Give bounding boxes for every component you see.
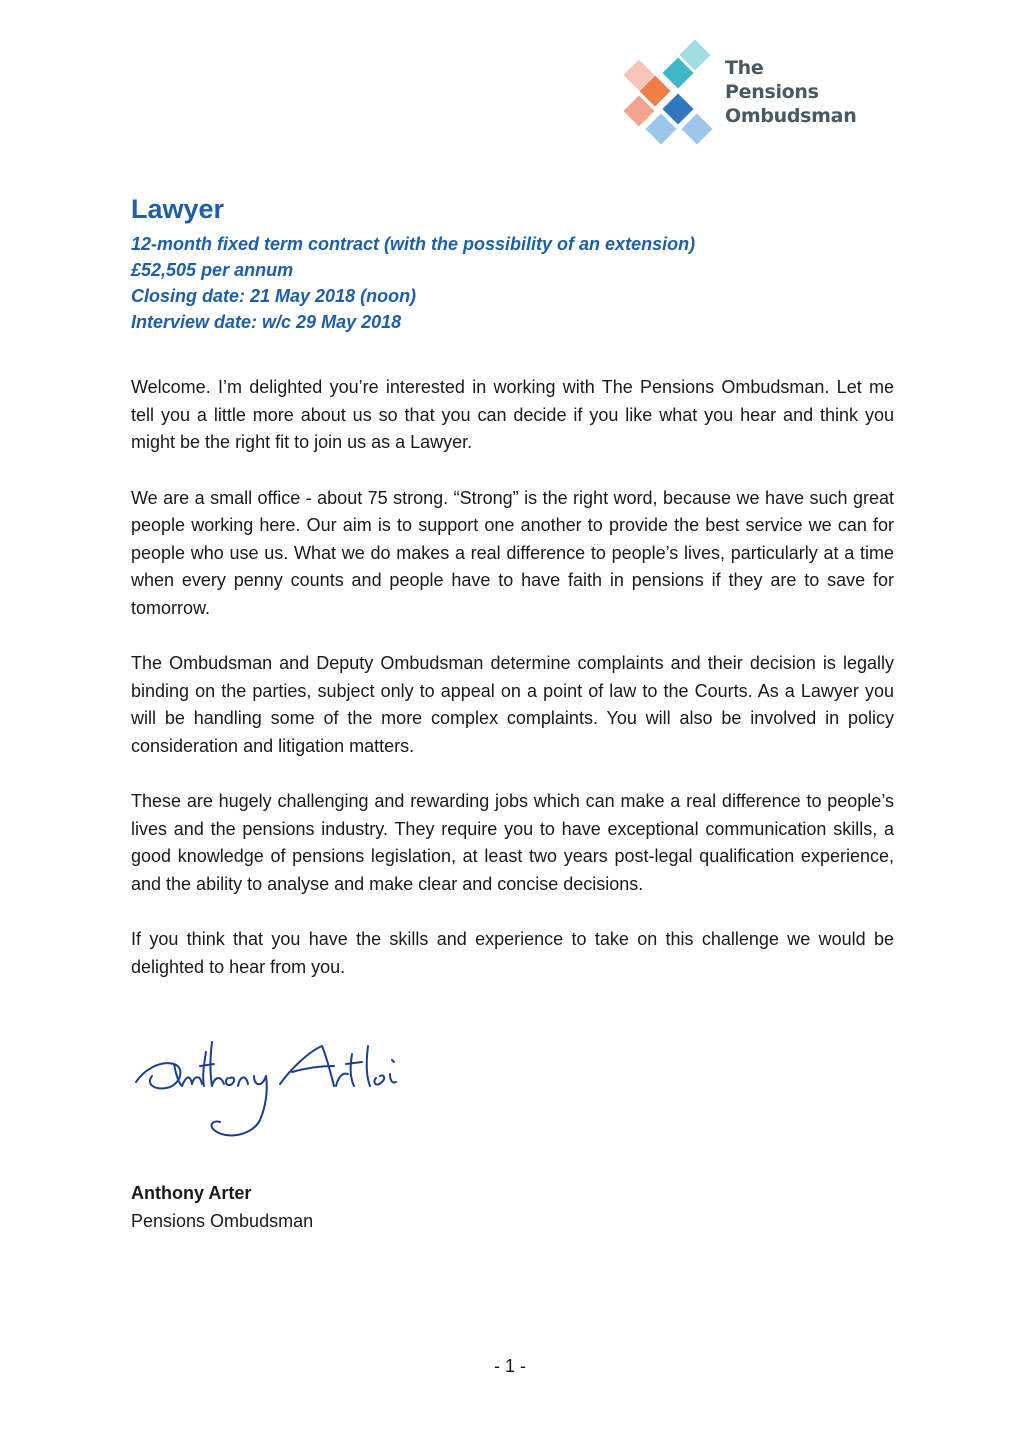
- logo-line-3: Ombudsman: [725, 105, 857, 127]
- page-number: - 1 -: [493, 1356, 526, 1376]
- logo-line-2: Pensions: [725, 81, 819, 103]
- paragraph-welcome: Welcome. I’m delighted you’re interested in working with The Pensions Ombudsman. Let me tell you a little more about us so that you can decide if you like what you hear and think you might be the right fit to join us as a Lawyer.: [131, 377, 894, 452]
- organisation-logo: [620, 40, 890, 150]
- job-header: [131, 193, 896, 335]
- contract-type: 12-month fixed term contract (with the possibility of an extension): [131, 234, 696, 254]
- logo-wordmark: [725, 56, 856, 128]
- paragraph-closing: If you think that you have the skills and experience to take on this challenge we would be delighted to hear from you.: [131, 929, 894, 977]
- paragraph-office: We are a small office - about 75 strong. “Strong” is the right word, because we have such great people working here. Our aim is to support one another to provide the best service we can for people who use us. What we do makes a real difference to people’s lives, particularly at a time when every penny counts and people have to have faith in pensions if they are to save for tomorrow.: [131, 487, 894, 618]
- logo-cross-icon: [620, 40, 720, 145]
- logo-line-1: The: [725, 57, 764, 79]
- handwritten-signature: [130, 1030, 410, 1145]
- paragraph-requirements: These are hugely challenging and rewarding jobs which can make a real difference to people’s lives and the pensions industry. They require you to have exceptional communication skills, a good knowledge of pensions legislation, at least two years post-legal qualification experience, and the ability to analyse and make clear and concise decisions.: [131, 791, 894, 894]
- letter-body: [131, 374, 894, 1009]
- paragraph-role: The Ombudsman and Deputy Ombudsman determine complaints and their decision is legally binding on the parties, subject only to appeal on a point of law to the Courts. As a Lawyer you will be handling some of the more complex complaints. You will also be involved in policy consideration and litigation matters.: [131, 653, 894, 756]
- signoff: [131, 1179, 313, 1235]
- job-title: Lawyer: [131, 194, 225, 224]
- signatory-role: Pensions Ombudsman: [131, 1211, 314, 1231]
- closing-date: Closing date: 21 May 2018 (noon): [131, 286, 417, 306]
- signatory-name: Anthony Arter: [131, 1183, 252, 1203]
- salary: £52,505 per annum: [131, 260, 294, 280]
- interview-date: Interview date: w/c 29 May 2018: [131, 312, 402, 332]
